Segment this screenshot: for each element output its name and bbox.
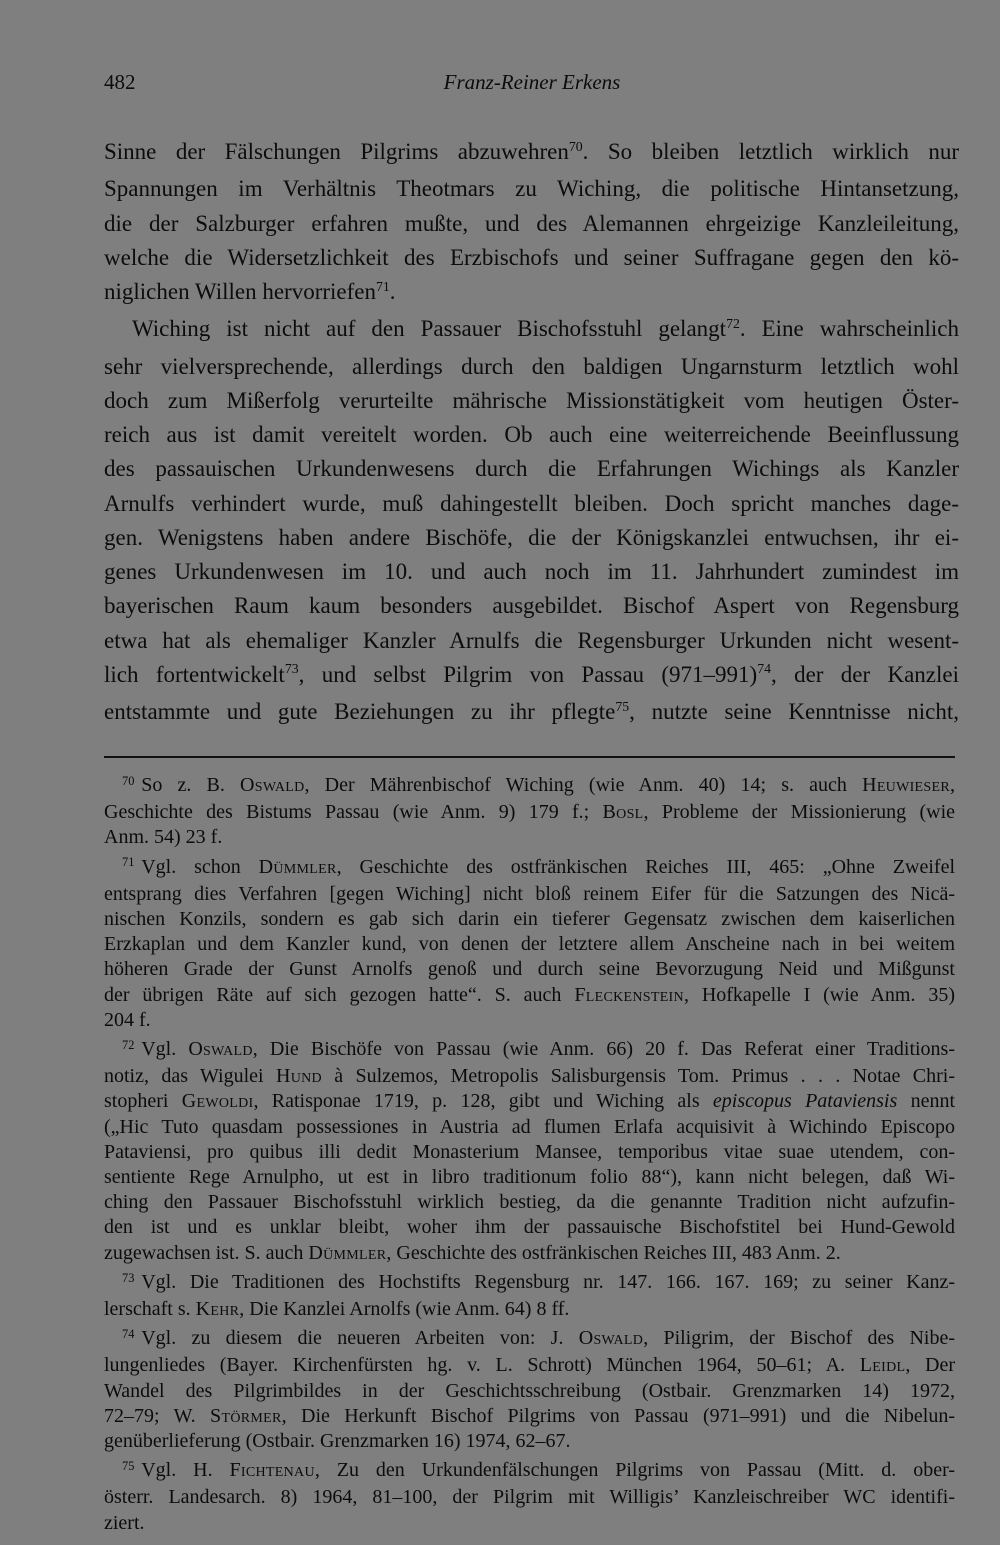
text-run: , und selbst Pilgrim von Passau (971–991) (298, 661, 758, 687)
text-line (104, 1458, 955, 1485)
small-caps-name: Dümmler (258, 855, 337, 878)
text-run: 204 f. (104, 1008, 151, 1031)
footnote-number: 72 (122, 1037, 135, 1052)
text-run: Vgl. (141, 1038, 189, 1061)
text-line (104, 1404, 955, 1429)
text-run: , Die Herkunft Bischof Pilgrims von Passau (971–991) und die Nibelun- (281, 1404, 955, 1427)
text-run: des passauischen Urkundenwesens durch die Erfahrungen Wichings als Kanzler (104, 456, 959, 482)
running-title: Franz-Reiner Erkens (443, 70, 621, 94)
text-run: . So bleiben letztlich wirklich nur (582, 139, 959, 164)
text-run: , Der Mährenbischof Wiching (wie Anm. 40) 14; s. auch (304, 774, 863, 796)
text-run: , Hofkapelle I (wie Anm. 35) (683, 983, 955, 1006)
text-line (104, 521, 959, 555)
text-run: , Die Bischöfe von Passau (wie Anm. 66) 20 f. Das Referat einer Traditions- (252, 1038, 955, 1061)
text-run: Vgl. zu diesem die neueren Arbeiten von: J. (141, 1327, 579, 1350)
text-run: Vgl. Die Traditionen des Hochstifts Regensburg nr. 147. 166. 167. 169; zu seiner Kanz- (141, 1270, 955, 1293)
small-caps-name: Hund (275, 1065, 322, 1088)
text-run: Anm. 54) 23 f. (104, 826, 223, 849)
small-caps-name: Oswald (578, 1327, 644, 1350)
text-line (104, 1326, 955, 1353)
text-run: ching den Passauer Bischofsstuhl wirklich bestieg, da die genannte Tradition nicht aufzufin- (104, 1191, 955, 1214)
text-line (104, 555, 959, 589)
footnote-number: 71 (122, 855, 135, 870)
text-line (104, 1140, 955, 1165)
footnote-75 (104, 1458, 955, 1536)
text-line (104, 658, 959, 695)
text-run: höheren Grade der Gunst Arnolfs genoß und durch seine Bevorzugung Neid und Mißgunst (104, 958, 955, 981)
small-caps-name: Dümmler (308, 1241, 387, 1264)
text-run: welche die Widersetzlichkeit des Erzbischofs und seiner Suffragane gegen den kö- (104, 244, 959, 270)
text-run: , (950, 774, 955, 796)
running-header (104, 70, 960, 94)
text-run: Pataviensi, pro quibus illi dedit Monasterium Mansee, temporibus vitae suae utendem, con- (104, 1140, 955, 1163)
small-caps-name: Heuwieser (862, 774, 950, 796)
text-run: . Eine wahrscheinlich (739, 316, 960, 342)
text-line (104, 773, 955, 800)
text-run: lich fortentwickelt (104, 661, 285, 687)
text-line (104, 1241, 955, 1266)
text-run: nennt (897, 1090, 955, 1113)
text-run: , Die Kanzlei Arnolfs (wie Anm. 64) 8 ff. (239, 1298, 570, 1321)
text-run: entstammte und gute Beziehungen zu ihr pflegte (104, 699, 616, 724)
footnote-72 (104, 1037, 955, 1266)
text-run: , Ratisponae 1719, p. 128, gibt und Wiching als (253, 1090, 713, 1113)
text-run: österr. Landesarch. 8) 1964, 81–100, der Pilgrim mit Willigis’ Kanzleischreiber WC identifi- (104, 1486, 955, 1509)
text-line (104, 1379, 955, 1404)
text-line (104, 384, 959, 418)
text-line (104, 1115, 955, 1140)
footnote-number: 70 (122, 773, 135, 788)
footnote-reference: 73 (284, 661, 299, 677)
page-number: 482 (104, 70, 136, 94)
text-run: Wiching ist nicht auf den Passauer Bischofsstuhl gelangt (132, 316, 727, 342)
text-line (104, 1008, 955, 1033)
footnote-reference: 71 (376, 278, 390, 294)
text-line (104, 1165, 955, 1190)
text-run: Erzkaplan und dem Kanzler kund, von denen der letztere allem Anscheine nach in bei weitem (104, 933, 955, 956)
text-line (104, 983, 955, 1008)
text-run: ziert. (104, 1511, 145, 1534)
text-run: den ist und es unklar bleibt, woher ihm der passauische Bischofstitel bei Hund-Gewold (104, 1216, 955, 1239)
text-run: , Geschichte des ostfränkischen Reiches III, 483 Anm. 2. (386, 1241, 841, 1264)
text-run: niglichen Willen hervorriefen (104, 279, 376, 304)
text-line (104, 241, 959, 275)
text-line (104, 1270, 955, 1297)
text-run: , Zu den Urkundenfälschungen Pilgrims von Passau (Mitt. d. ober- (314, 1459, 955, 1482)
small-caps-name: Bosl (602, 801, 644, 824)
paragraph-2 (104, 312, 959, 732)
text-line (104, 172, 959, 206)
text-line (104, 275, 959, 312)
text-run: , Piligrim, der Bischof des Nibe- (643, 1327, 955, 1350)
text-run: sentiente Rege Arnulpho, ut est in libro traditionum folio 88“), kann nicht belegen, daß Wi- (104, 1166, 955, 1189)
text-run: der übrigen Räte auf sich gezogen hatte“. S. auch (104, 983, 575, 1006)
text-run: , der der Kanzlei (770, 661, 959, 687)
text-line (104, 1485, 955, 1510)
small-caps-name: Oswald (240, 774, 305, 796)
text-run: („Hic Tuto quasdam possessiones in Austria ad flumen Erlafa acquisivit à Wichindo Episcopo (104, 1115, 955, 1138)
footnote-number: 74 (122, 1327, 135, 1342)
small-caps-name: Kehr (195, 1298, 240, 1321)
footnote-73 (104, 1270, 955, 1322)
main-text (104, 135, 959, 732)
small-caps-name: Fichtenau (229, 1459, 315, 1482)
text-run: zugewachsen ist. S. auch (104, 1241, 309, 1264)
text-run: So z. B. (141, 774, 241, 796)
small-caps-name: Gewoldi (181, 1090, 254, 1113)
text-run: genüberlieferung (Ostbair. Grenzmarken 16) 1974, 62–67. (104, 1430, 571, 1453)
text-run: nischen Konzils, sondern es gab sich darin ein tieferer Gegensatz zwischen dem kaiserlichen (104, 908, 955, 931)
text-line (104, 1037, 955, 1064)
text-line (104, 1190, 955, 1215)
text-line (104, 1429, 955, 1454)
footnote-reference: 72 (726, 315, 740, 331)
footnote-70 (104, 773, 955, 851)
text-run: Wandel des Pilgrimbildes in der Geschichtsschreibung (Ostbair. Grenzmarken 14) 1972, (104, 1379, 955, 1402)
text-line (104, 800, 955, 825)
text-run: à Sulzemos, Metropolis Salisburgensis Tom. Primus . . . Notae Chri- (321, 1065, 955, 1088)
text-line (104, 452, 959, 486)
text-run: Vgl. schon (141, 855, 259, 878)
footnote-reference: 74 (757, 661, 771, 677)
text-run: 72–79; W. (104, 1404, 211, 1427)
text-line (104, 418, 959, 452)
text-line (104, 882, 955, 907)
text-line (104, 907, 955, 932)
text-line (104, 1511, 955, 1536)
text-line (104, 932, 955, 957)
footnote-number: 75 (122, 1459, 135, 1474)
text-line (104, 855, 955, 882)
text-run: die der Salzburger erfahren mußte, und des Alemannen ehrgeizige Kanzleileitung, (104, 210, 959, 236)
text-run: etwa hat als ehemaliger Kanzler Arnulfs die Regensburger Urkunden nicht wesent- (104, 627, 959, 653)
footnote-reference: 70 (568, 138, 583, 154)
text-run: entsprang dies Verfahren [gegen Wiching] nicht bloß reinem Eifer für die Satzungen des Nicä- (104, 882, 955, 905)
footnotes (104, 773, 955, 1536)
text-line (104, 957, 955, 982)
text-line (104, 207, 959, 241)
text-line (104, 1064, 955, 1089)
footnote-74 (104, 1326, 955, 1454)
text-run: lerschaft s. (104, 1298, 196, 1321)
footnote-number: 73 (122, 1270, 135, 1285)
text-line (104, 825, 955, 850)
text-line (104, 624, 959, 658)
text-run: sehr vielversprechende, allerdings durch den baldigen Ungarnsturm letztlich wohl (104, 353, 959, 379)
text-run: Sinne der Fälschungen Pilgrims abzuwehren (104, 139, 569, 164)
text-run: reich aus ist damit vereitelt worden. Ob auch eine weiterreichende Beeinflussung (104, 422, 959, 447)
small-caps-name: Leidl (859, 1354, 906, 1377)
text-run: lungenliedes (Bayer. Kirchenfürsten hg. v. L. Schrott) München 1964, 50–61; A. (104, 1354, 860, 1377)
text-run: genes Urkundenwesen im 10. und auch noch im 11. Jahrhundert zumindest im (104, 559, 959, 584)
text-run: Spannungen im Verhältnis Theotmars zu Wiching, die politische Hintansetzung, (104, 176, 959, 202)
text-line (104, 135, 959, 172)
text-run: , Geschichte des ostfränkischen Reiches III, 465: „Ohne Zweifel (336, 855, 955, 878)
text-run: , Probleme der Missionierung (wie (643, 801, 956, 824)
text-line (104, 589, 959, 623)
footnote-reference: 75 (615, 698, 630, 714)
text-run: gen. Wenigstens haben andere Bischöfe, die der Königskanzlei entwuchsen, ihr ei- (104, 524, 959, 550)
text-line (104, 312, 959, 349)
text-run: Vgl. H. (141, 1459, 230, 1482)
text-line (104, 1215, 955, 1240)
small-caps-name: Oswald (188, 1038, 253, 1061)
text-run: . (389, 279, 396, 304)
small-caps-name: Störmer (210, 1404, 282, 1427)
text-run: doch zum Mißerfolg verurteilte mährische Missionstätigkeit vom heutigen Öster- (104, 387, 959, 413)
text-line (104, 695, 959, 732)
italic-text: episcopus Pataviensis (712, 1090, 898, 1113)
small-caps-name: Fleckenstein (574, 983, 684, 1006)
text-line (104, 1089, 955, 1114)
text-line (104, 1297, 955, 1322)
text-line (104, 1353, 955, 1378)
text-run: , nutzte seine Kenntnisse nicht, (629, 699, 960, 724)
text-line (104, 487, 959, 521)
text-run: Arnulfs verhindert wurde, muß dahingestellt bleiben. Doch spricht manches dage- (104, 490, 959, 516)
text-line (104, 350, 959, 384)
footnote-71 (104, 855, 955, 1033)
paragraph-1 (104, 135, 959, 312)
text-run: Geschichte des Bistums Passau (wie Anm. 9) 179 f.; (104, 801, 603, 824)
footnote-separator-rule (104, 756, 955, 758)
text-run: bayerischen Raum kaum besonders ausgebildet. Bischof Aspert von Regensburg (104, 593, 959, 619)
text-run: , Der (905, 1354, 955, 1377)
text-run: notiz, das Wigulei (104, 1065, 276, 1088)
text-run: stopheri (104, 1090, 182, 1113)
